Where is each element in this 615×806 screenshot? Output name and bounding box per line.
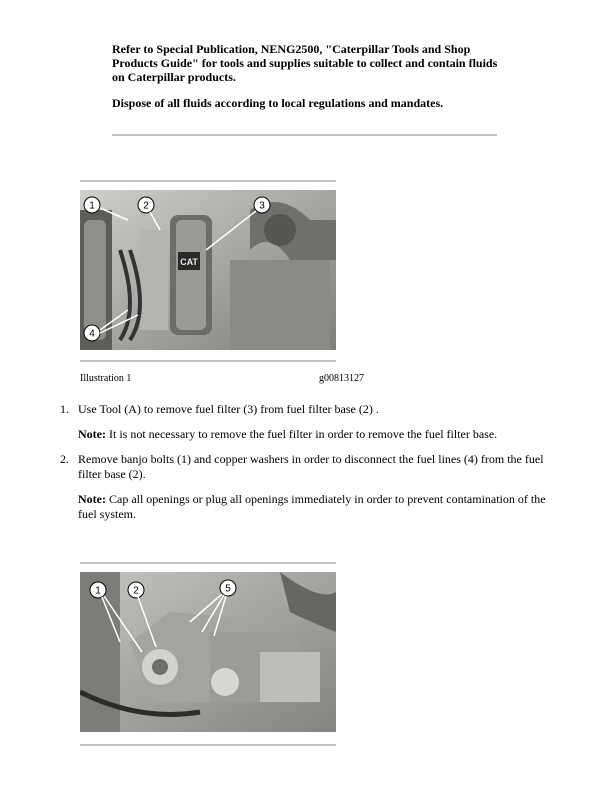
step-2 xyxy=(60,452,560,482)
step-1-note-label: Note: xyxy=(78,427,106,441)
illustration-1-top-rule xyxy=(80,180,336,182)
illustration-1-photo xyxy=(80,190,336,350)
step-1-text: Use Tool (A) to remove fuel filter (3) from fuel filter base (2) . xyxy=(78,402,379,416)
svg-text:1: 1 xyxy=(89,200,95,212)
fuel-filter-photo-image xyxy=(80,190,336,350)
step-2-note-text: Cap all openings or plug all openings immediately in order to prevent contamination of the fuel system. xyxy=(78,492,546,521)
fuel-filter-base-photo-image xyxy=(80,572,336,732)
step-2-note xyxy=(78,492,560,522)
svg-text:2: 2 xyxy=(143,200,149,212)
svg-text:4: 4 xyxy=(89,328,95,340)
notice-dispose-fluids: Dispose of all fluids according to local regulations and mandates. xyxy=(112,96,444,110)
illustration-1-code: g00813127 xyxy=(319,373,364,384)
illustration-1-caption xyxy=(80,373,364,384)
divider xyxy=(112,134,497,136)
cat-logo-text: CAT xyxy=(180,257,198,267)
step-1-note xyxy=(78,427,560,442)
illustration-2-photo xyxy=(80,572,336,732)
procedure-steps xyxy=(60,402,560,532)
svg-text:2: 2 xyxy=(133,585,139,597)
notice-block xyxy=(112,42,502,122)
notice-tools-guide: Refer to Special Publication, NENG2500, "Caterpillar Tools and Shop Products Guide" for tools and supplies suitable to collect and contain fluids on Caterpillar products. xyxy=(112,42,498,84)
illustration-1-label: Illustration 1 xyxy=(80,373,132,384)
step-2-number: 2. xyxy=(60,452,69,466)
step-2-text: Remove banjo bolts (1) and copper washers in order to disconnect the fuel lines (4) from the fuel filter base (2). xyxy=(78,452,544,481)
step-1 xyxy=(60,402,560,417)
illustration-2-bottom-rule xyxy=(80,744,336,746)
step-2-note-label: Note: xyxy=(78,492,106,506)
illustration-1-bottom-rule xyxy=(80,360,336,362)
svg-text:5: 5 xyxy=(225,583,231,595)
step-1-note-text: It is not necessary to remove the fuel filter in order to remove the fuel filter base. xyxy=(105,427,498,441)
svg-text:1: 1 xyxy=(95,585,101,597)
step-1-number: 1. xyxy=(60,402,69,416)
svg-text:3: 3 xyxy=(259,200,265,212)
illustration-2-top-rule xyxy=(80,562,336,564)
